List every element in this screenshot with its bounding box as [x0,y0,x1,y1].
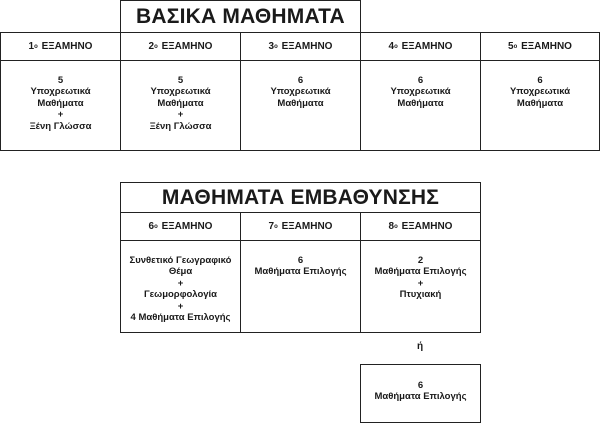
semester-number: 3 [268,41,275,52]
course-line: Υποχρεωτικά [270,86,331,98]
semester-label: ΕΞΑΜΗΝΟ [521,41,572,52]
semester-2-header: 2 o ΕΞΑΜΗΝΟ [120,32,241,61]
course-line: Μαθήματα [157,97,204,109]
course-line: Μαθήματα Επιλογής [374,391,467,403]
or-label: ή [416,341,424,352]
semester-number: 2 [148,41,155,52]
course-count: 6 [297,75,304,86]
course-count: 2 [417,255,424,266]
course-count: 6 [297,255,304,266]
specialization-courses-title: ΜΑΘΗΜΑΤΑ ΕΜΒΑΘΥΝΣΗΣ [120,182,481,213]
course-line: Ξένη Γλώσσα [29,120,92,132]
semester-5-header: 5 o ΕΞΑΜΗΝΟ [480,32,600,61]
course-count: 5 [57,75,64,86]
semester-4-header: 4 o ΕΞΑΜΗΝΟ [360,32,481,61]
course-line: Μαθήματα [516,97,564,109]
semester-label: ΕΞΑΜΗΝΟ [401,221,453,232]
semester-label: ΕΞΑΜΗΝΟ [401,41,453,52]
plus-sign: + [417,277,424,289]
semester-label: ΕΞΑΜΗΝΟ [281,41,333,52]
semester-1-header: 1 o ΕΞΑΜΗΝΟ [0,32,121,61]
course-line: Μαθήματα [397,97,444,109]
semester-8-alternative-courses [360,364,481,423]
plus-sign: + [177,300,184,312]
course-line: Υποχρεωτικά [509,86,571,98]
course-line: 4 Μαθήματα Επιλογής [130,312,231,324]
semester-number: 4 [388,41,395,52]
plus-sign: + [57,109,64,121]
semester-number: 8 [388,221,395,232]
semester-number: 7 [268,221,275,232]
semester-label: ΕΞΑΜΗΝΟ [161,41,213,52]
semester-6-header: 6 o ΕΞΑΜΗΝΟ [120,212,241,241]
semester-6-courses [120,240,241,333]
semester-8-header: 8 o ΕΞΑΜΗΝΟ [360,212,481,241]
semester-8-courses [360,240,481,333]
semester-7-header: 7 o ΕΞΑΜΗΝΟ [240,212,361,241]
course-line: Γεωμορφολογία [143,289,218,301]
semester-4-courses [360,60,481,151]
course-line: Πτυχιακή [399,289,442,301]
plus-sign: + [177,109,184,121]
course-line: Ξένη Γλώσσα [149,120,212,132]
course-count: 6 [417,75,424,86]
course-line: Υποχρεωτικά [30,86,91,98]
semester-number: 1 [28,41,35,52]
semester-label: ΕΞΑΜΗΝΟ [41,41,93,52]
semester-number: 6 [148,221,155,232]
semester-label: ΕΞΑΜΗΝΟ [161,221,213,232]
semester-7-courses [240,240,361,333]
course-line: Μαθήματα [37,97,84,109]
semester-3-header: 3 o ΕΞΑΜΗΝΟ [240,32,361,61]
course-line: Μαθήματα Επιλογής [374,266,467,278]
course-count: 5 [177,75,184,86]
course-line: Μαθήματα [277,97,324,109]
course-line: Μαθήματα Επιλογής [254,266,347,278]
course-line: Υποχρεωτικά [390,86,451,98]
course-line: Υποχρεωτικά [150,86,211,98]
semester-label: ΕΞΑΜΗΝΟ [281,221,333,232]
semester-2-courses [120,60,241,151]
semester-number: 5 [508,41,514,52]
basic-courses-title: ΒΑΣΙΚΑ ΜΑΘΗΜΑΤΑ [120,0,361,33]
semester-3-courses [240,60,361,151]
course-line: Θέμα [168,266,193,278]
semester-1-courses [0,60,121,151]
semester-5-courses [480,60,600,151]
course-count: 6 [417,380,424,391]
course-count: 6 [537,75,543,86]
plus-sign: + [177,277,184,289]
course-line: Συνθετικό Γεωγραφικό [129,255,232,266]
